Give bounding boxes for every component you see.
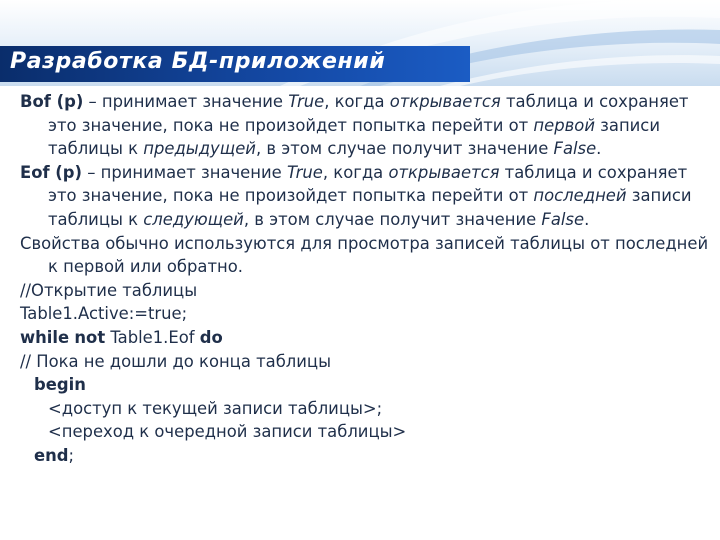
- eof-text-1: – принимает значение: [82, 162, 287, 182]
- eof-term: Eof (p): [20, 162, 83, 182]
- slide-title: Разработка БД-приложений: [10, 49, 386, 74]
- header-band: [0, 0, 720, 86]
- bof-prev: предыдущей: [143, 139, 256, 159]
- end-semicolon: ;: [68, 445, 75, 465]
- bof-text-3: таблица и сохраняет это значение, пока не произойдет попытка перейти от: [48, 92, 689, 135]
- bof-first: первой: [533, 115, 595, 135]
- eof-text-6: .: [584, 209, 590, 229]
- eof-last: последней: [533, 186, 627, 206]
- bof-text-6: .: [596, 139, 602, 159]
- eof-text-3: таблица и сохраняет это значение, пока не произойдет попытка перейти от: [48, 162, 688, 206]
- bof-true: True: [288, 92, 325, 111]
- eof-false: False: [541, 209, 585, 229]
- bof-definition: [20, 90, 710, 161]
- end-keyword: end: [34, 445, 69, 465]
- slide-content: [20, 90, 710, 468]
- while-expression: Table1.Eof: [105, 327, 200, 347]
- bof-false: False: [553, 139, 597, 159]
- code-comment-open: //Открытие таблицы: [20, 280, 198, 300]
- code-end-line: [20, 444, 710, 468]
- bof-text-5: , в этом случае получит значение: [255, 139, 554, 159]
- code-active-line: Table1.Active:=true;: [20, 304, 188, 324]
- eof-text-2: , когда: [322, 162, 389, 182]
- bof-text-4: записи таблицы к: [48, 115, 660, 159]
- code-move-line: <переход к очередной записи таблицы>: [48, 422, 407, 442]
- eof-true: True: [286, 162, 323, 182]
- begin-keyword: begin: [34, 375, 86, 395]
- while-keyword: while: [20, 327, 70, 347]
- bof-opens: открывается: [389, 92, 501, 111]
- properties-note: Свойства обычно используются для просмотра записей таблицы от последней к первой или обратно.: [20, 233, 709, 277]
- eof-text-5: , в этом случае получит значение: [243, 209, 542, 229]
- code-while-line: [20, 326, 710, 350]
- eof-opens: открывается: [388, 162, 500, 182]
- code-access-line: <доступ к текущей записи таблицы>;: [48, 398, 383, 418]
- eof-next: следующей: [143, 209, 244, 229]
- eof-definition: [20, 161, 710, 232]
- not-keyword: not: [74, 327, 106, 347]
- eof-text-4: записи таблицы к: [48, 186, 692, 229]
- bof-text-2: , когда: [324, 92, 390, 111]
- code-comment-loop: // Пока не дошли до конца таблицы: [20, 351, 332, 371]
- do-keyword: do: [199, 327, 223, 347]
- bof-text-1: – принимает значение: [83, 92, 289, 111]
- title-bar: [0, 46, 470, 82]
- bof-term: Bof (p): [20, 92, 84, 111]
